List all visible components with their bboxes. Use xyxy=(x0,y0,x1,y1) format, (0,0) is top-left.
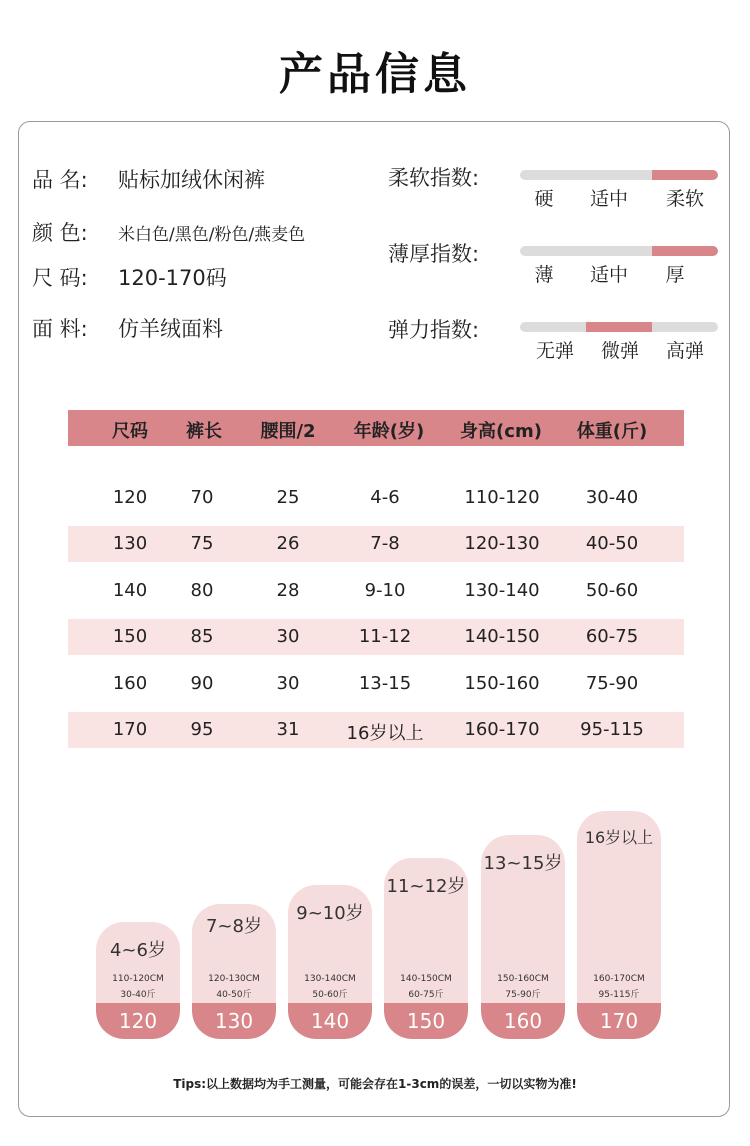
tips-note: Tips:以上数据均为手工测量，可能会存在1-3cm的误差，一切以实物为准! xyxy=(173,1077,577,1091)
softness-tick-low: 硬 xyxy=(534,188,554,210)
table-cell: 26 xyxy=(276,533,300,554)
age-card-size: 150 xyxy=(384,1003,468,1039)
table-cell: 120-130 xyxy=(464,533,540,554)
product-fabric-value: 仿羊绒面料 xyxy=(118,317,223,341)
product-size xyxy=(32,262,227,292)
thickness-tick-high: 厚 xyxy=(665,264,685,286)
table-cell: 16岁以上 xyxy=(346,723,424,744)
age-card-weight: 75-90斤 xyxy=(505,990,541,1000)
age-card-150 xyxy=(384,858,468,1039)
table-header-length: 裤长 xyxy=(186,421,222,442)
product-fabric-label: 面 料: xyxy=(32,317,88,341)
age-card-size: 120 xyxy=(96,1003,180,1039)
elasticity-index-fill xyxy=(586,322,652,332)
table-row xyxy=(68,712,684,748)
table-cell: 30 xyxy=(276,673,300,694)
thickness-index-bar xyxy=(520,246,718,256)
age-card-size: 170 xyxy=(577,1003,661,1039)
table-cell: 30 xyxy=(276,626,300,647)
table-cell: 95-115 xyxy=(580,719,644,740)
table-cell: 140 xyxy=(112,580,148,601)
table-cell: 60-75 xyxy=(585,626,639,647)
elasticity-tick-high: 高弹 xyxy=(665,340,704,362)
table-cell: 75-90 xyxy=(585,673,639,694)
age-card-age: 9~10岁 xyxy=(296,903,364,924)
age-card-weight: 30-40斤 xyxy=(120,990,156,1000)
table-header-size: 尺码 xyxy=(112,421,148,442)
table-cell: 110-120 xyxy=(464,487,540,508)
table-header-weight: 体重(斤) xyxy=(576,421,648,442)
age-card-size: 140 xyxy=(288,1003,372,1039)
thickness-tick-mid: 适中 xyxy=(589,264,628,286)
table-row xyxy=(68,480,684,516)
age-card-120 xyxy=(96,922,180,1039)
table-cell: 7-8 xyxy=(370,533,400,554)
table-cell: 160-170 xyxy=(464,719,540,740)
table-cell: 11-12 xyxy=(358,626,412,647)
table-cell: 80 xyxy=(190,580,214,601)
table-row xyxy=(68,619,684,655)
table-cell: 130-140 xyxy=(464,580,540,601)
softness-index-label: 柔软指数: xyxy=(388,166,480,190)
table-cell: 31 xyxy=(276,719,300,740)
table-cell: 90 xyxy=(190,673,214,694)
table-header-waist: 腰围/2 xyxy=(260,421,316,442)
elasticity-tick-mid: 微弹 xyxy=(600,340,639,362)
age-card-age: 7~8岁 xyxy=(206,916,262,937)
age-card-age: 11~12岁 xyxy=(386,876,466,897)
thickness-tick-low: 薄 xyxy=(534,264,554,286)
table-row xyxy=(68,526,684,562)
softness-index-bar xyxy=(520,170,718,180)
age-card-160 xyxy=(481,835,565,1039)
table-row xyxy=(68,666,684,702)
softness-tick-mid: 适中 xyxy=(589,188,628,210)
product-fabric xyxy=(32,313,223,343)
age-card-130 xyxy=(192,904,276,1039)
elasticity-index-bar xyxy=(520,322,718,332)
product-color-label: 颜 色: xyxy=(32,221,88,245)
age-card-weight: 60-75斤 xyxy=(408,990,444,1000)
elasticity-index-label: 弹力指数: xyxy=(388,318,480,342)
table-header-age: 年龄(岁) xyxy=(353,421,425,442)
table-cell: 4-6 xyxy=(370,487,400,508)
table-header-height: 身高(cm) xyxy=(460,421,542,442)
softness-tick-high: 柔软 xyxy=(665,188,704,210)
age-card-height: 110-120CM xyxy=(112,974,164,984)
table-cell: 9-10 xyxy=(364,580,406,601)
table-cell: 25 xyxy=(276,487,300,508)
product-size-value: 120-170码 xyxy=(118,266,227,290)
thickness-index-label: 薄厚指数: xyxy=(388,242,480,266)
thickness-index-fill xyxy=(652,246,718,256)
age-card-age: 13~15岁 xyxy=(483,853,563,874)
product-size-label: 尺 码: xyxy=(32,266,88,290)
age-card-size: 130 xyxy=(192,1003,276,1039)
age-card-weight: 95-115斤 xyxy=(598,990,640,1000)
table-cell: 85 xyxy=(190,626,214,647)
table-row xyxy=(68,573,684,609)
age-card-170 xyxy=(577,811,661,1039)
product-name xyxy=(32,164,265,194)
table-cell: 150 xyxy=(112,626,148,647)
table-cell: 13-15 xyxy=(358,673,412,694)
age-card-age: 4~6岁 xyxy=(110,940,166,961)
product-color xyxy=(32,217,305,247)
product-color-value: 米白色/黑色/粉色/燕麦色 xyxy=(118,225,306,245)
softness-index-fill xyxy=(652,170,718,180)
page-title: 产品信息 xyxy=(279,49,471,100)
table-cell: 140-150 xyxy=(464,626,540,647)
table-cell: 160 xyxy=(112,673,148,694)
table-cell: 130 xyxy=(112,533,148,554)
table-cell: 75 xyxy=(190,533,214,554)
age-card-weight: 40-50斤 xyxy=(216,990,252,1000)
size-table-header xyxy=(68,410,684,446)
age-card-height: 150-160CM xyxy=(497,974,549,984)
table-cell: 28 xyxy=(276,580,300,601)
table-cell: 95 xyxy=(190,719,214,740)
age-card-140 xyxy=(288,885,372,1039)
table-cell: 170 xyxy=(112,719,148,740)
product-name-label: 品 名: xyxy=(32,168,88,192)
product-name-value: 贴标加绒休闲裤 xyxy=(118,168,265,192)
age-card-height: 140-150CM xyxy=(400,974,452,984)
table-cell: 120 xyxy=(112,487,148,508)
age-card-height: 120-130CM xyxy=(208,974,260,984)
table-cell: 30-40 xyxy=(585,487,639,508)
table-cell: 50-60 xyxy=(585,580,639,601)
table-cell: 40-50 xyxy=(585,533,639,554)
age-card-height: 130-140CM xyxy=(304,974,356,984)
table-cell: 150-160 xyxy=(464,673,540,694)
age-card-weight: 50-60斤 xyxy=(312,990,348,1000)
age-card-height: 160-170CM xyxy=(593,974,645,984)
age-card-size: 160 xyxy=(481,1003,565,1039)
elasticity-tick-low: 无弹 xyxy=(535,340,574,362)
age-card-age: 16岁以上 xyxy=(584,828,654,847)
table-cell: 70 xyxy=(190,487,214,508)
